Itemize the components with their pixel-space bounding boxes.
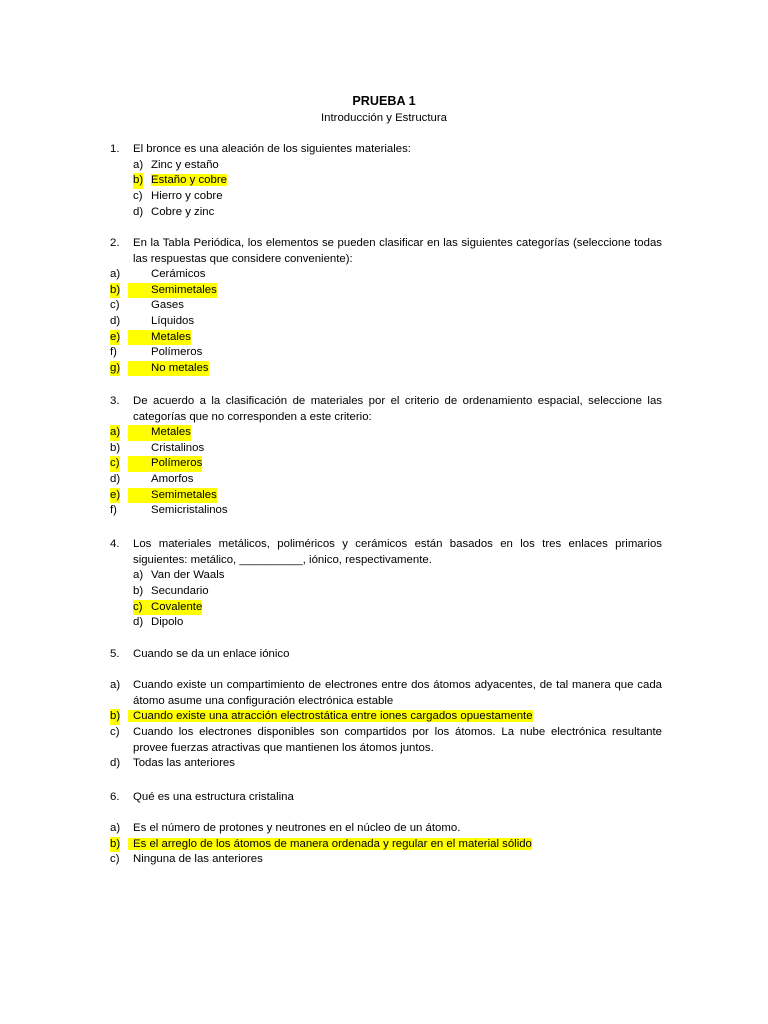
question-stem <box>110 236 662 267</box>
option-c: c) Ninguna de las anteriores <box>110 853 263 866</box>
option-a: a) Cuando existe un compartimiento de electrones entre dos átomos adyacentes, de tal manera que cada átomo asume una configuración electrónica estable <box>110 679 662 707</box>
question-stem <box>110 394 662 425</box>
option-b-highlighted: b) Semimetales <box>110 283 662 299</box>
question-number: 2. <box>110 237 120 249</box>
question-5 <box>110 647 662 772</box>
option-g-highlighted: g) No metales <box>110 361 662 377</box>
question-6 <box>110 790 662 868</box>
question-stem <box>110 142 662 158</box>
question-3 <box>110 394 662 519</box>
option-a: a) Cerámicos <box>110 268 206 281</box>
question-2 <box>110 236 662 376</box>
option-f: f) Polímeros <box>110 346 203 359</box>
question-stem <box>110 790 662 806</box>
question-number: 5. <box>110 648 120 660</box>
question-text: Cuando se da un enlace iónico <box>133 648 290 660</box>
question-4 <box>110 537 662 631</box>
option-d: d) Todas las anteriores <box>110 757 235 770</box>
option-c-highlighted: c) Covalente <box>110 600 662 616</box>
option-c-highlighted: c) Polímeros <box>110 456 662 472</box>
question-number: 6. <box>110 791 120 803</box>
question-1 <box>110 142 662 221</box>
option-a: a) Es el número de protones y neutrones en el núcleo de un átomo. <box>110 822 461 835</box>
option-d: d) Cobre y zinc <box>133 205 215 218</box>
option-d: d) Amorfos <box>110 472 194 485</box>
option-b: b) Secundario <box>133 584 209 597</box>
option-e-highlighted: e) Semimetales <box>110 488 662 504</box>
question-text: Los materiales metálicos, poliméricos y cerámicos están basados en los tres enlaces primarios siguientes: metálico, __________, iónico, respectivamente. <box>133 538 662 566</box>
question-number: 4. <box>110 538 120 550</box>
question-text: En la Tabla Periódica, los elementos se pueden clasificar en las siguientes categorías (seleccione todas las respuestas que considere conveniente): <box>133 237 662 265</box>
question-text: El bronce es una aleación de los siguientes materiales: <box>133 143 411 155</box>
option-d: d) Líquidos <box>110 314 195 327</box>
page-title: PRUEBA 1 <box>352 94 416 108</box>
option-a: a) Zinc y estaño <box>133 158 219 171</box>
question-number: 3. <box>110 395 120 407</box>
question-stem <box>110 537 662 568</box>
option-f: f) Semicristalinos <box>110 504 228 517</box>
option-c: c) Cuando los electrones disponibles son compartidos por los átomos. La nube electrónica resultante provee fuerzas atractivas que mantienen los átomos juntos. <box>110 725 662 754</box>
option-b-highlighted: b) Es el arreglo de los átomos de manera ordenada y regular en el material sólido <box>110 837 662 853</box>
option-a-highlighted: a) Metales <box>110 425 662 441</box>
option-c: c) Gases <box>110 299 184 312</box>
question-number: 1. <box>110 143 120 155</box>
option-a: a) Van der Waals <box>133 569 225 582</box>
option-b: b) Cristalinos <box>110 441 205 454</box>
question-stem <box>110 647 662 663</box>
option-d: d) Dipolo <box>133 616 184 629</box>
option-b-highlighted: b) Estaño y cobre <box>110 173 662 189</box>
question-text: Qué es una estructura cristalina <box>133 791 294 803</box>
option-e-highlighted: e) Metales <box>110 330 662 346</box>
option-b-highlighted: b) Cuando existe una atracción electrostática entre iones cargados opuestamente <box>110 709 662 725</box>
option-c: c) Hierro y cobre <box>133 190 223 203</box>
question-text: De acuerdo a la clasificación de materiales por el criterio de ordenamiento espacial, seleccione las categorías que no corresponden a este criterio: <box>133 395 662 423</box>
page-subtitle: Introducción y Estructura <box>321 112 447 124</box>
